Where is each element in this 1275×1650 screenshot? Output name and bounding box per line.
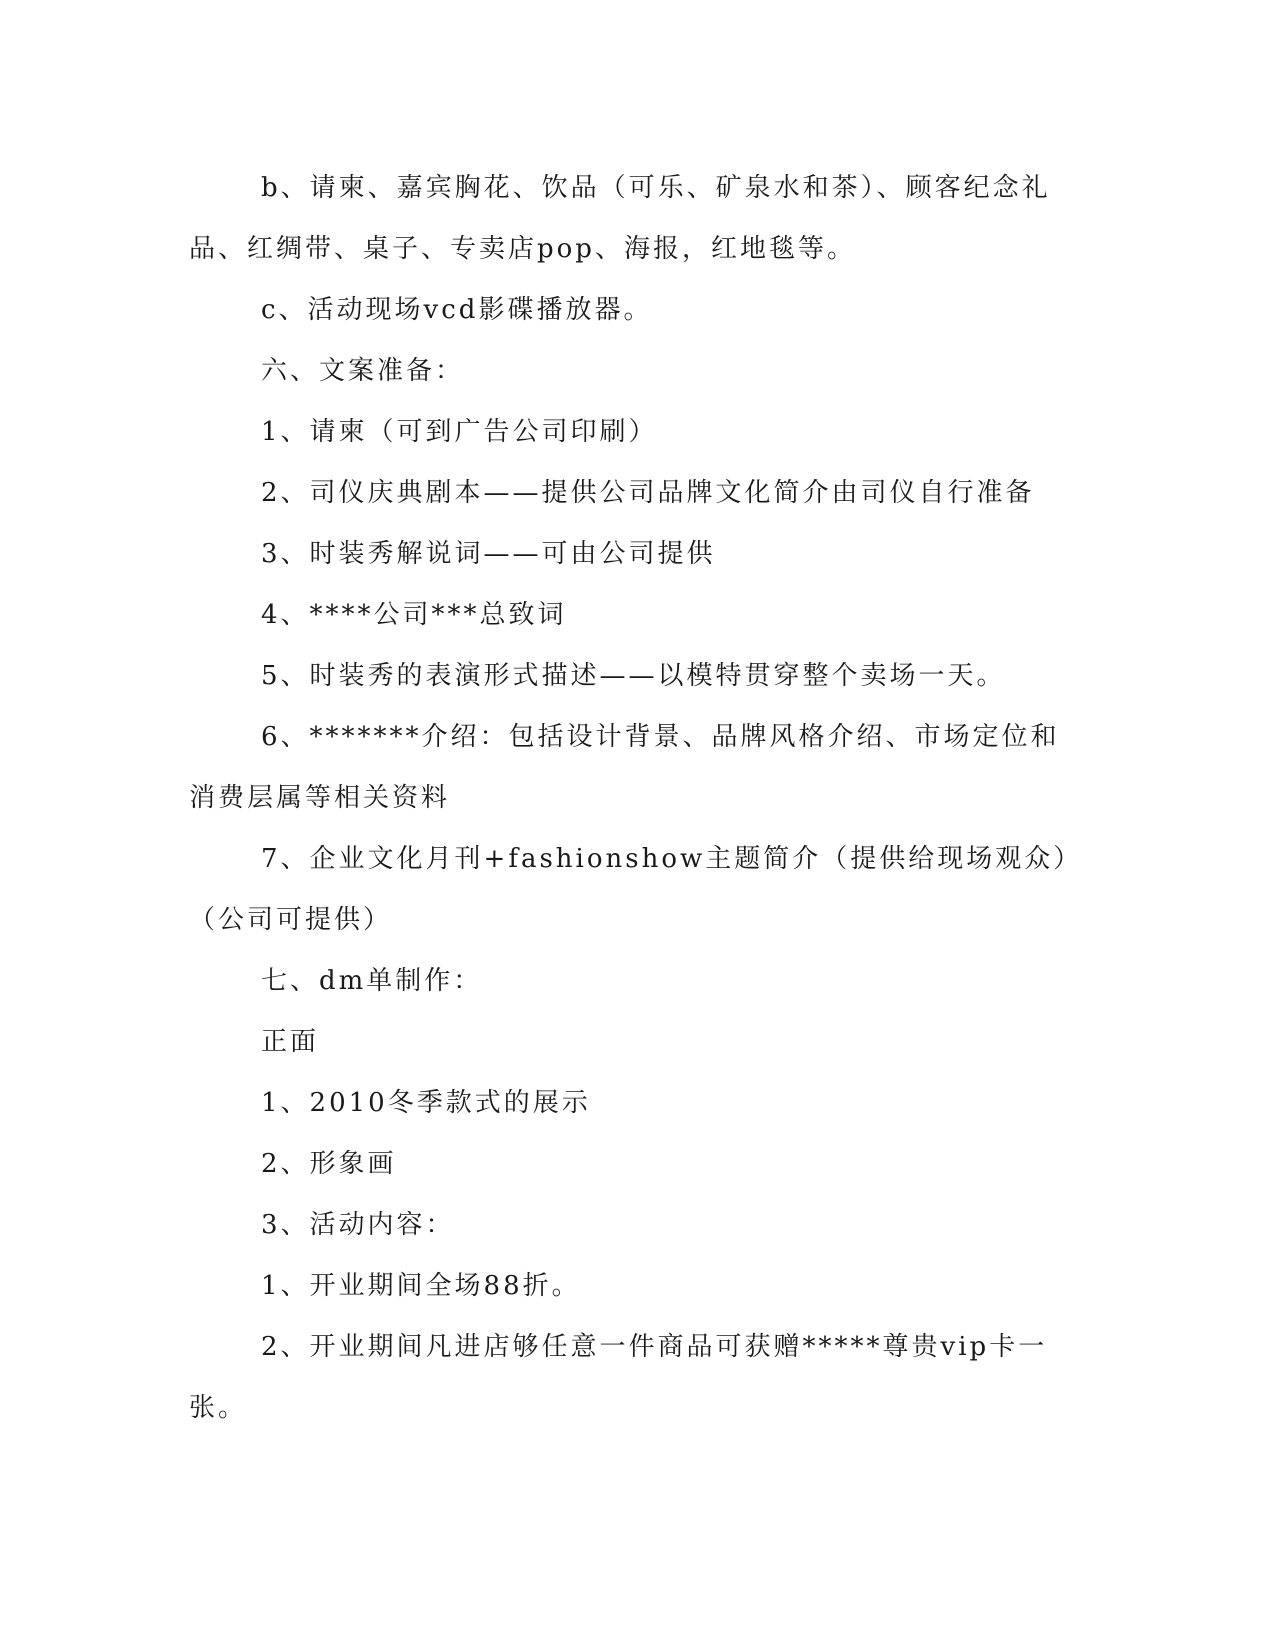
document-body <box>189 158 1079 1439</box>
list-item-speech: 4、****公司***总致词 <box>261 600 567 630</box>
section-heading-copy-prep: 六、文案准备： <box>261 356 465 386</box>
list-item-invitation: 1、请柬（可到广告公司印刷） <box>261 417 658 447</box>
list-item-discount: 1、开业期间全场88折。 <box>261 1271 581 1301</box>
list-item-brand-intro: 6、*******介绍：包括设计背景、品牌风格介绍、市场定位和消费层属等相关资料 <box>189 722 1060 813</box>
list-item-monthly-magazine: 7、企业文化月刊+fashionshow主题简介（提供给现场观众）（公司可提供） <box>189 844 1070 935</box>
list-item-winter-styles: 1、2010冬季款式的展示 <box>261 1088 591 1118</box>
list-item-vip-card: 2、开业期间凡进店够任意一件商品可获赠*****尊贵vip卡一张。 <box>189 1332 1048 1423</box>
section-heading-dm-flyer: 七、dm单制作： <box>261 966 483 996</box>
list-item-fashion-commentary: 3、时装秀解说词——可由公司提供 <box>261 539 716 569</box>
list-item-activity-content: 3、活动内容： <box>261 1210 455 1240</box>
paragraph-materials-c: c、活动现场vcd影碟播放器。 <box>261 295 653 325</box>
list-item-show-description: 5、时装秀的表演形式描述——以模特贯穿整个卖场一天。 <box>261 661 1006 691</box>
paragraph-materials-b: b、请柬、嘉宾胸花、饮品（可乐、矿泉水和茶）、顾客纪念礼品、红绸带、桌子、专卖店pop、海报，红地毯等。 <box>189 173 1051 264</box>
list-item-image-picture: 2、形象画 <box>261 1149 397 1179</box>
list-item-mc-script: 2、司仪庆典剧本——提供公司品牌文化简介由司仪自行准备 <box>261 478 1035 508</box>
subheading-front-side: 正面 <box>261 1027 320 1057</box>
